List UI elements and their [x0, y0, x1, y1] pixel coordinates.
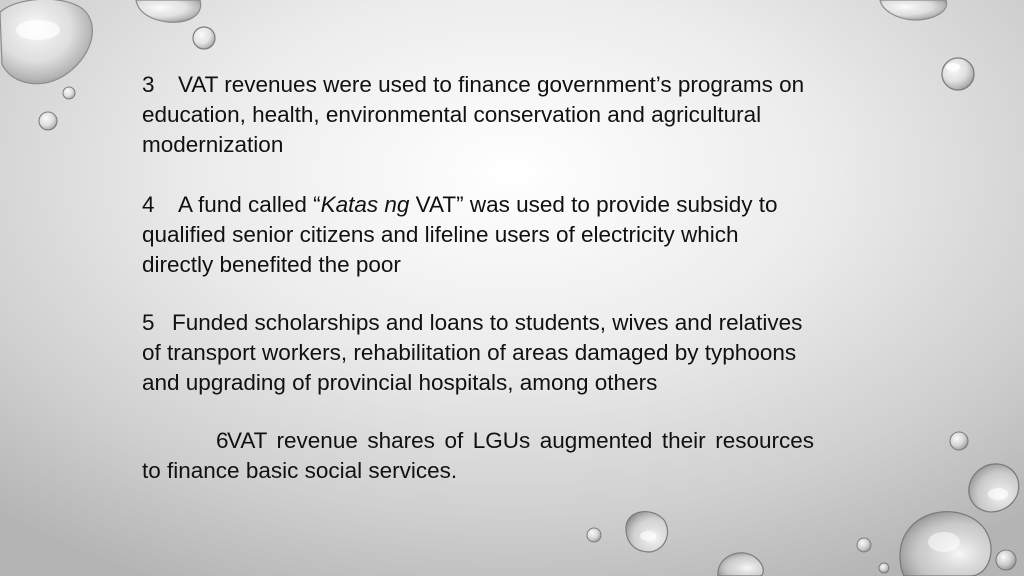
item-text: Funded scholarships and loans to students, wives and relatives of transport workers, rehabilitation of areas damaged by typhoons and upgrading of provincial hospitals, among others: [142, 310, 803, 395]
droplet: [950, 432, 968, 450]
item-text-italic: Katas ng: [320, 192, 410, 217]
droplet: [879, 563, 889, 573]
droplet: [136, 0, 201, 22]
droplet: [0, 0, 92, 84]
droplet: [969, 464, 1019, 512]
item-number: 5: [142, 310, 155, 335]
list-item-5: [142, 308, 814, 398]
droplet: [857, 538, 871, 552]
droplet: [900, 512, 991, 576]
item-text-start: A fund called “: [178, 192, 321, 217]
droplet: [996, 550, 1016, 570]
item-text: VAT revenue shares of LGUs augmented their resources to finance basic social services.: [142, 428, 814, 483]
item-number: 3: [142, 72, 155, 97]
list-item-4: [142, 190, 814, 280]
droplet: [880, 0, 947, 20]
item-number: 4: [142, 192, 155, 217]
item-text-end: VAT” was used to provide subsidy to qualified senior citizens and lifeline users of electricity which directly benefited the poor: [142, 192, 778, 277]
list-item-3: [142, 70, 814, 160]
droplet: [39, 112, 57, 130]
list-item-6: [142, 426, 814, 486]
droplet: [587, 528, 601, 542]
item-number: 6: [216, 428, 229, 453]
droplet: [942, 58, 974, 90]
droplet: [718, 553, 763, 576]
droplet: [63, 87, 75, 99]
droplet: [626, 512, 668, 552]
slide-body: [142, 70, 814, 486]
item-text: VAT revenues were used to finance government’s programs on education, health, environmental conservation and agricultural modernization: [142, 72, 805, 157]
droplet: [193, 27, 215, 49]
